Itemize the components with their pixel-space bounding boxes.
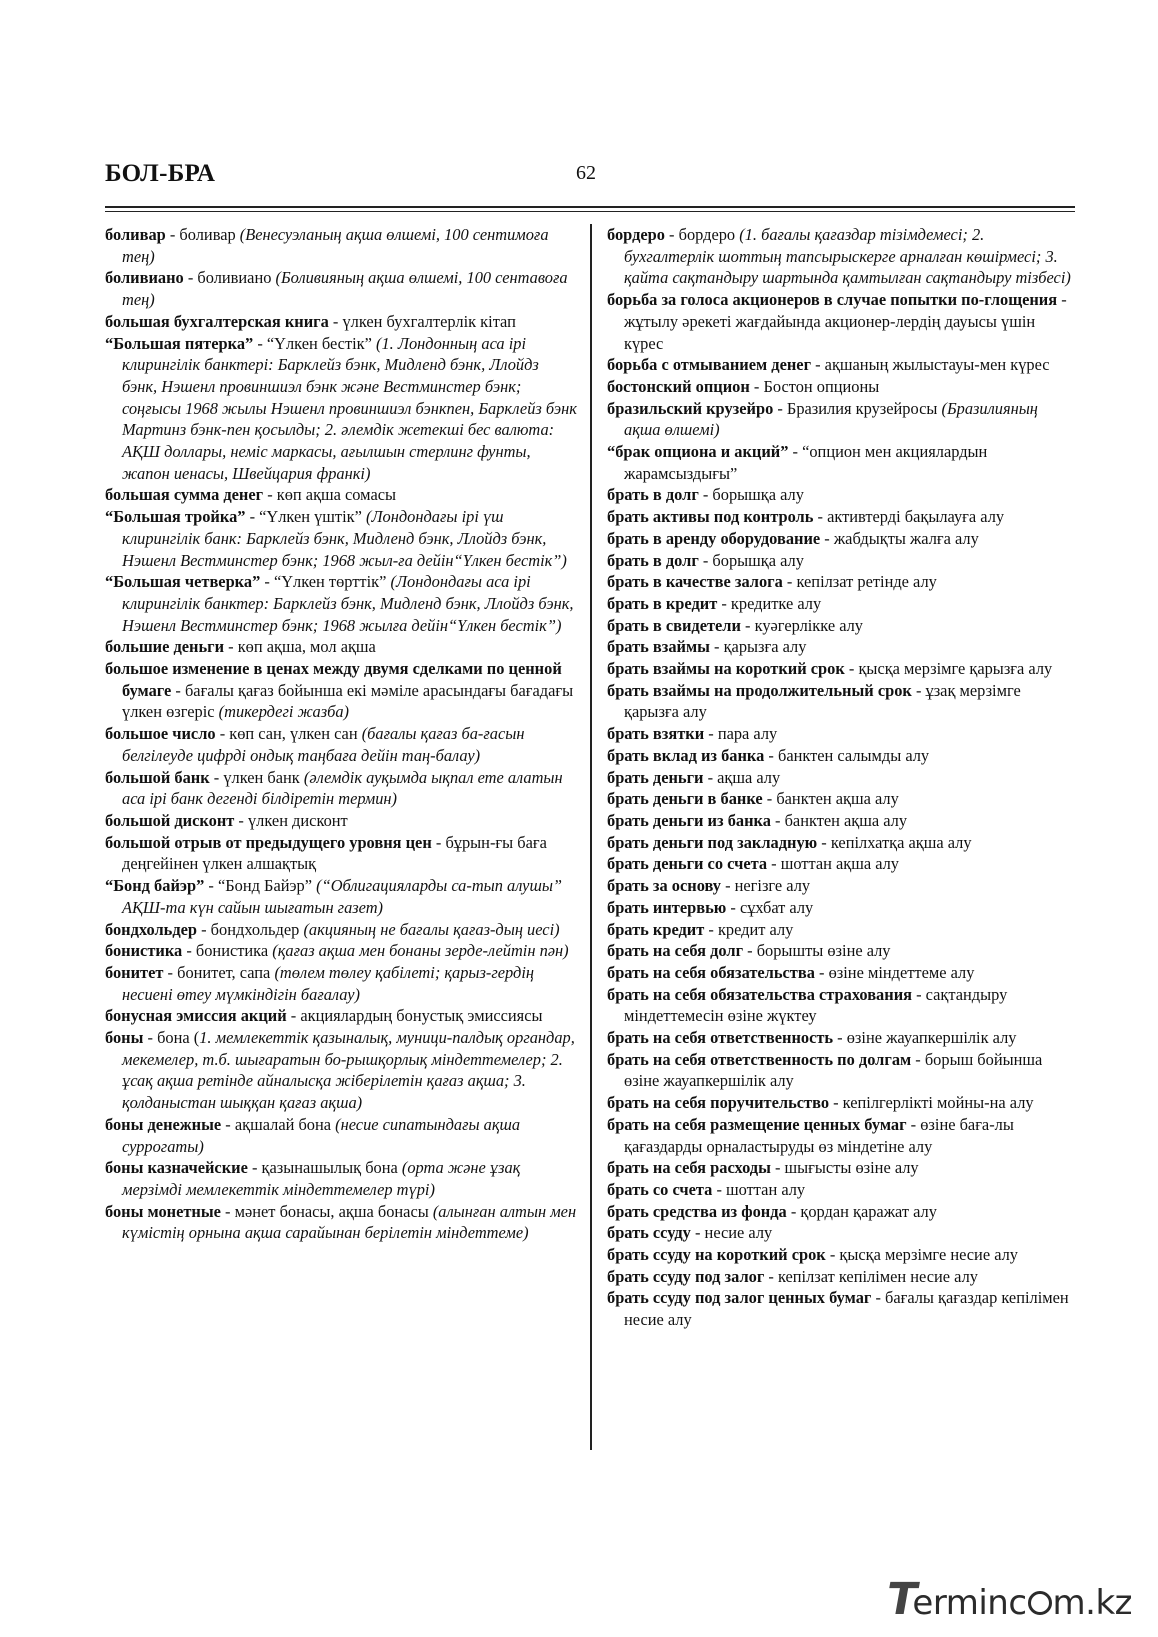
entry-term: брать ссуду на короткий срок [607,1245,826,1265]
dictionary-entry: брать активы под контроль - активтерді бақылауға алу [607,507,1005,527]
entry-term: брать ссуду [607,1223,691,1243]
dictionary-entry: брать взятки - пара алу [607,724,778,744]
entry-term: брать на себя поручительство [607,1093,830,1113]
dictionary-entry: боливар - боливар (Венесуэланың ақша өлшемі, 100 сентимоға тең) [105,225,549,266]
dictionary-entry: боны - бона (1. мемлекеттік қазыналық, муници-палдық органдар, мекемелер, т.б. шығаратын бо-рышқорлық міндеттемелер; 2. ұсақ ақша ретінде айналысқа жіберілетін қағаз ақша; 3. қолданыстан шыққан қағаз ақша) [105,1028,575,1113]
entry-term: брать в долг [607,550,699,570]
dictionary-entry: брать деньги под закладную - кепілхатқа ақша алу [607,832,972,852]
entry-term: большое число [105,724,216,744]
entry-translation: Бостон опционы [763,376,880,396]
dictionary-entry: брать деньги со счета - шоттан ақша алу [607,854,899,874]
entry-translation: көп ақша сомасы [276,485,397,505]
entry-term: брать интервью [607,897,727,917]
entry-term: большое изменение в ценах между двумя сделками по ценной бумаге [105,659,562,700]
dictionary-entry: брать интервью - сұхбат алу [607,897,814,917]
dictionary-entry: большое изменение в ценах между двумя сделками по ценной бумаге - бағалы қағаз бойынша екі мәміле арасындағы бағадағы үлкен өзгеріс (тикердегі жазба) [105,659,574,722]
entry-translation: “Бонд Байэр” [217,876,313,896]
entry-translation: бұрын-ғы баға деңгейінен үлкен алшақтық [122,832,547,874]
entry-translation: акциялардың бонустық эмиссиясы [300,1006,543,1026]
entry-translation: шығысты өзіне алу [784,1158,919,1178]
entry-note: (Лондондағы ірі үш клирингілік банк: Барклейз бэнк, Мидленд бэнк, Ллойдз бэнк, Нэшенл Вестминстер бэнк; 1968 жыл-ға дейін“Үлкен бестік”) [122,507,567,570]
header-rule-thick [105,206,1075,208]
entry-note: (несие сипатындағы ақша суррогаты) [122,1114,521,1156]
entry-translation: ұзақ мерзімге қарызға алу [624,680,1021,722]
entry-term: большой банк [105,767,210,787]
entry-translation: боливар [179,225,236,244]
entry-term: брать взаймы [607,637,710,657]
dictionary-entry: бордеро - бордеро (1. бағалы қағаздар тізімдемесі; 2. бухгалтерлік шоттың тапсырыскерге арналған көшірмесі; 3. қайта сақтандыру шартында қамтылған сақтандыру тізбесі) [607,225,1071,288]
entry-translation: кепілгерлікті мойны-на алу [842,1093,1034,1113]
entry-term: брать на себя обязательства страхования [607,984,913,1004]
entry-translation: ақша алу [717,767,781,787]
entry-note: (әлемдік ауқымда ықпал ете алатын аса ірі банк дегенді білдіретін термин) [122,767,563,809]
dictionary-entry: боны денежные - ақшалай бона (несие сипатындағы ақша суррогаты) [105,1114,521,1156]
entry-note: (акцияның не бағалы қағаз-дың иесі) [303,919,560,939]
entry-term: большая бухгалтерская книга [105,311,329,331]
entry-term: “брак опциона и акций” [607,442,789,462]
entry-term: брать кредит [607,919,705,939]
dictionary-entry: “Бонд байэр” - “Бонд Байэр” (“Облигацияларды са-тып алушы” АҚШ-та күн сайын шығатын газет) [105,876,563,917]
watermark-text-part2: m.kz [1052,1583,1132,1623]
entry-note: (бағалы қағаз ба-ғасын белгілеуде цифрді ондық таңбаға дейін таң-балау) [122,724,525,765]
dictionary-entry: большое число - көп сан, үлкен сан (бағалы қағаз ба-ғасын белгілеуде цифрді ондық таңбаға дейін таң-балау) [105,724,525,765]
entry-term: брать деньги под закладную [607,832,818,852]
dictionary-entry: брать на себя ответственность по долгам - борыш бойынша өзіне жауапкершілік алу [607,1049,1043,1091]
entry-term: брать ссуду под залог ценных бумаг [607,1288,872,1308]
dictionary-entry: брать средства из фонда - қордан қаражат алу [607,1201,937,1221]
header-rule-thin [105,211,1075,212]
page-number: 62 [576,162,596,184]
entry-translation: борышты өзіне алу [756,941,891,961]
dictionary-entry: брать в долг - борышқа алу [607,550,804,570]
entry-term: брать вклад из банка [607,745,765,765]
entry-translation: ақшалай бона [234,1114,332,1134]
dictionary-entry: брать кредит - кредит алу [607,919,794,939]
column-divider [590,224,592,1450]
entry-term: бонистика [105,941,183,961]
entry-translation: “Үлкен бестік” [266,333,372,353]
dictionary-entry: боны монетные - мәнет бонасы, ақша бонасы (алынған алтын мен күмістің орнына ақша сарайынан берілетін міндеттеме) [105,1201,577,1243]
entry-term: бразильский крузейро [607,398,774,418]
entry-translation: қысқа мерзімге несие алу [839,1245,1018,1265]
dictionary-entry: брать взаймы на продолжительный срок - ұзақ мерзімге қарызға алу [607,680,1021,722]
entry-term: брать взаймы на короткий срок [607,659,845,679]
entry-translation: бағалы қағаздар кепілімен несие алу [624,1288,1069,1330]
dictionary-entry: брать на себя обязательства страхования - сақтандыру міндеттемесін өзіне жүктеу [607,984,1008,1026]
dictionary-entry: брать на себя размещение ценных бумаг - өзіне баға-лы қағаздарды орналастыруды өз міндетіне алу [607,1114,1014,1156]
entry-term: брать активы под контроль [607,507,814,527]
entry-term: боливар [105,225,166,244]
entry-note: (қағаз ақша мен бонаны зерде-лейтін пән) [272,941,569,961]
entry-term: большой отрыв от предыдущего уровня цен [105,832,432,852]
site-watermark [882,1574,1132,1625]
entry-translation: негізге алу [734,876,811,896]
dictionary-entry: брать взаймы - қарызға алу [607,637,807,657]
dictionary-entry: борьба с отмыванием денег - ақшаның жылыстауы-мен күрес [607,355,1050,375]
watermark-text-part1: erminc [912,1583,1027,1623]
dictionary-entry: бонитет - бонитет, сапа (төлем төлеу қабілеті; қарыз-гердің несиені өтеу мүмкіндігін бағалау) [105,962,535,1004]
entry-term: “Бонд байэр” [105,876,205,896]
dictionary-entry: брать вклад из банка - банктен салымды алу [607,745,930,765]
right-column [607,224,1075,1331]
dictionary-entry: бонусная эмиссия акций - акциялардың бонустық эмиссиясы [105,1006,543,1026]
entry-term: брать взаймы на продолжительный срок [607,680,912,700]
entry-term: брать за основу [607,876,721,896]
dictionary-entry: боливиано - боливиано (Боливияның ақша өлшемі, 100 сентавоға тең) [105,268,568,310]
dictionary-entry: “Большая тройка” - “Үлкен үштік” (Лондондағы ірі үш клирингілік банк: Барклейз бэнк, Мидленд бэнк, Ллойдз бэнк, Нэшенл Вестминстер бэнк; 1968 жыл-ға дейін“Үлкен бестік”) [105,507,567,570]
entry-translation: кепілхатқа ақша алу [830,832,972,852]
entry-term: брать на себя ответственность по долгам [607,1049,912,1069]
entry-note: (1. Лондонның аса ірі клирингілік банктері: Барклейз бэнк, Мидленд бэнк, Ллойдз бэнк, Нэшенл провиншиэл бэнк және Вестминстер бэнк; соңғысы 1968 жылы Нэшенл провиншиэл бэнкпен, Барклейз бэнк Мартинз бэнк-пен қосылды; 2. әлемдік жетекші бес валюта: АҚШ доллары, неміс маркасы, ағылшын стерлинг фунты, жапон иенасы, Швейцария франкі) [122,333,577,483]
entry-translation: “Үлкен төрттік” [273,572,387,592]
entry-note: (төлем төлеу қабілеті; қарыз-гердің несиені өтеу мүмкіндігін бағалау) [122,962,535,1004]
entry-term: брать в качестве залога [607,572,783,592]
watermark-first-letter: T [882,1574,921,1625]
entry-note: (“Облигацияларды са-тып алушы” АҚШ-та күн сайын шығатын газет) [122,876,563,917]
entry-translation: борыш бойынша өзіне жауапкершілік алу [624,1049,1043,1091]
dictionary-entry: брать ссуду - несие алу [607,1223,773,1243]
entry-note: (Венесуэланың ақша өлшемі, 100 сентимоға тең) [122,225,549,266]
dictionary-entry: большой дисконт - үлкен дисконт [105,810,348,830]
dictionary-entry: бостонский опцион - Бостон опционы [607,376,880,396]
watermark-circle-icon [1028,1591,1052,1615]
entry-translation: боливиано [197,268,272,288]
dictionary-entry: брать на себя ответственность - өзіне жауапкершілік алу [607,1028,1017,1048]
dictionary-entry: брать на себя долг - борышты өзіне алу [607,941,891,961]
entry-translation: пара алу [717,724,778,744]
entry-translation: банктен салымды алу [777,745,930,765]
entry-translation: жабдықты жалға алу [833,528,979,548]
entry-translation: Бразилия крузейросы [786,398,938,418]
entry-term: “Большая пятерка” [105,333,254,353]
entry-translation: “Үлкен үштік” [259,507,362,527]
entry-translation: қысқа мерзімге қарызға алу [858,659,1053,679]
entry-translation: кредитке алу [730,593,822,613]
entry-term: брать на себя обязательства [607,962,815,982]
entry-translation: несие алу [704,1223,773,1243]
entry-term: брать в долг [607,485,699,505]
dictionary-entry: большая сумма денег - көп ақша сомасы [105,485,397,505]
entry-translation: шоттан алу [726,1179,806,1199]
entry-term: брать деньги из банка [607,810,771,830]
dictionary-entry: брать на себя обязательства - өзіне міндеттеме алу [607,962,975,982]
entry-translation: борышқа алу [712,485,804,505]
entry-term: “Большая четверка” [105,572,261,592]
dictionary-entry: брать в долг - борышқа алу [607,485,804,505]
entry-term: боны казначейские [105,1158,248,1178]
entry-translation: куәгерлікке алу [754,615,863,635]
dictionary-entry: брать на себя поручительство - кепілгерлікті мойны-на алу [607,1093,1034,1113]
entry-translation: қордан қаражат алу [800,1201,937,1221]
entry-translation: бордеро [678,225,736,244]
entry-term: большой дисконт [105,810,235,830]
entry-term: брать деньги [607,767,704,787]
entry-note: (тикердегі жазба) [218,702,350,722]
entry-translation: кредит алу [717,919,794,939]
entry-translation: банктен ақша алу [784,810,908,830]
dictionary-entry: большая бухгалтерская книга - үлкен бухгалтерлік кітап [105,311,516,331]
dictionary-entry: бондхольдер - бондхольдер (акцияның не бағалы қағаз-дың иесі) [105,919,560,939]
entry-translation: сұхбат алу [739,897,814,917]
entry-term: большие деньги [105,637,225,657]
entry-translation: көп сан, үлкен сан [229,724,358,744]
entry-term: боны [105,1028,144,1048]
entry-note: (Бразилияның ақша өлшемі) [624,398,1038,440]
entry-term: боны денежные [105,1114,222,1134]
dictionary-entry: брать со счета - шоттан алу [607,1179,806,1199]
entry-translation: “опцион мен акциялардын жарамсыздығы” [624,442,988,483]
entry-term: бонусная эмиссия акций [105,1006,287,1026]
entry-note: (Боливияның ақша өлшемі, 100 сентавоға тең) [122,268,568,310]
dictionary-entry: “Большая четверка” - “Үлкен төрттік” (Лондондағы аса ірі клирингілік банктер: Барклейз бэнк, Мидленд бэнк, Ллойдз бэнк, Нэшенл Вестминстер бэнк; 1968 жылға дейін“Үлкен бестік”) [105,572,574,635]
dictionary-entry: брать на себя расходы - шығысты өзіне алу [607,1158,919,1178]
entry-term: брать взятки [607,724,705,744]
entry-note: (1. бағалы қағаздар тізімдемесі; 2. бухгалтерлік шоттың тапсырыскерге арналған көшірмесі; 3. қайта сақтандыру шартында қамтылған сақтандыру тізбесі) [624,225,1071,288]
entry-translation: қарызға алу [723,637,807,657]
entry-translation: бонистика [195,941,269,961]
entry-term: брать на себя долг [607,941,744,961]
entry-term: “Большая тройка” [105,507,246,527]
dictionary-entry: брать ссуду под залог ценных бумаг - бағалы қағаздар кепілімен несие алу [607,1288,1069,1330]
entry-term: брать в свидетели [607,615,741,635]
dictionary-entry: “Большая пятерка” - “Үлкен бестік” (1. Лондонның аса ірі клирингілік банктері: Барклейз бэнк, Мидленд бэнк, Ллойдз бэнк, Нэшенл провиншиэл бэнк және Вестминстер бэнк; соңғысы 1968 жылы Нэшенл провиншиэл бэнкпен, Барклейз бэнк Мартинз бэнк-пен қосылды; 2. әлемдік жетекші бес валюта: АҚШ доллары, неміс маркасы, ағылшын стерлинг фунты, жапон иенасы, Швейцария франкі) [105,333,577,483]
dictionary-entry: боны казначейские - қазынашылық бона (орта және ұзақ мерзімді мемлекеттік міндеттемелер түрі) [105,1158,521,1199]
entry-translation: мәнет бонасы, ақша бонасы [234,1201,429,1221]
entry-term: брать деньги в банке [607,789,763,809]
dictionary-entry: брать деньги в банке - банктен ақша алу [607,789,899,809]
entry-term: брать в аренду оборудование [607,528,821,548]
entry-translation: үлкен бухгалтерлік кітап [342,311,516,331]
entry-term: борьба за голоса акционеров в случае попытки по-глощения [607,290,1058,310]
entry-translation: сақтандыру міндеттемесін өзіне жүктеу [624,984,1008,1026]
entry-term: брать в кредит [607,593,718,613]
entry-term: брать ссуду под залог [607,1266,765,1286]
entry-term: брать со счета [607,1179,713,1199]
entry-translation: өзіне баға-лы қағаздарды орналастыруды өз міндетіне алу [624,1114,1014,1156]
entry-translation: көп ақша, мол ақша [237,637,376,657]
entry-term: брать на себя ответственность [607,1028,834,1048]
entry-translation: ақшаның жылыстауы-мен күрес [824,355,1050,375]
dictionary-entry: брать в свидетели - куәгерлікке алу [607,615,863,635]
entry-note: (Лондондағы аса ірі клирингілік банктер: Барклейз бэнк, Мидленд бэнк, Ллойдз бэнк, Нэшенл Вестминстер бэнк; 1968 жылға дейін“Үлкен бестік”) [122,572,574,635]
entry-note: 1. мемлекеттік қазыналық, муници-палдық органдар, мекемелер, т.б. шығаратын бо-рышқорлық міндеттемелер; 2. ұсақ ақша ретінде айналысқа жіберілетін қағаз ақша; 3. қолданыстан шыққан қағаз ақша) [122,1028,575,1113]
entry-term: брать на себя размещение ценных бумаг [607,1114,907,1134]
entry-translation: бонитет, сапа [177,962,271,982]
entry-translation: жұтылу әрекеті жағдайында акционер-лердің дауысы үшін күрес [624,311,1036,353]
dictionary-entry: брать деньги - ақша алу [607,767,781,787]
entry-translation: өзіне міндеттеме алу [828,962,975,982]
dictionary-entry: “брак опциона и акций” - “опцион мен акциялардын жарамсыздығы” [607,442,988,483]
dictionary-entry: большой отрыв от предыдущего уровня цен - бұрын-ғы баға деңгейінен үлкен алшақтық [105,832,547,874]
dictionary-entry: брать в качестве залога - кепілзат ретінде алу [607,572,937,592]
entry-translation: шоттан ақша алу [780,854,899,874]
entry-translation: бағалы қағаз бойынша екі мәміле арасындағы бағадағы үлкен өзгеріс [122,680,574,722]
dictionary-entry: брать за основу - негізге алу [607,876,811,896]
entry-term: большая сумма денег [105,485,264,505]
entry-term: бондхольдер [105,919,198,939]
entry-term: бостонский опцион [607,376,750,396]
entry-translation: бондхольдер [210,919,300,939]
dictionary-entry: большой банк - үлкен банк (әлемдік ауқымда ықпал ете алатын аса ірі банк дегенді білдіретін термин) [105,767,563,809]
dictionary-entry: большие деньги - көп ақша, мол ақша [105,637,376,657]
entry-note: (орта және ұзақ мерзімді мемлекеттік міндеттемелер түрі) [122,1158,521,1199]
entry-translation: активтерді бақылауға алу [827,507,1005,527]
page-header-title: БОЛ-БРА [105,160,216,187]
dictionary-entry: брать в аренду оборудование - жабдықты жалға алу [607,528,979,548]
entry-translation: үлкен банк [223,767,300,787]
entry-translation: бона ( [157,1028,200,1048]
entry-term: брать на себя расходы [607,1158,771,1178]
entry-translation: кепілзат ретінде алу [796,572,937,592]
dictionary-entry: брать деньги из банка - банктен ақша алу [607,810,908,830]
left-column [105,224,577,1244]
entry-translation: банктен ақша алу [776,789,899,809]
entry-translation: үлкен дисконт [247,810,348,830]
dictionary-entry: бразильский крузейро - Бразилия крузейросы (Бразилияның ақша өлшемі) [607,398,1038,440]
dictionary-entry: брать в кредит - кредитке алу [607,593,822,613]
entry-term: бонитет [105,962,164,982]
entry-translation: борышқа алу [712,550,804,570]
entry-translation: өзіне жауапкершілік алу [846,1028,1017,1048]
dictionary-entry: бонистика - бонистика (қағаз ақша мен бонаны зерде-лейтін пән) [105,941,569,961]
dictionary-entry: брать взаймы на короткий срок - қысқа мерзімге қарызға алу [607,659,1053,679]
entry-translation: қазынашылық бона [261,1158,398,1178]
entry-term: брать деньги со счета [607,854,768,874]
entry-term: бордеро [607,225,665,244]
dictionary-entry: борьба за голоса акционеров в случае попытки по-глощения - жұтылу әрекеті жағдайында акционер-лердің дауысы үшін күрес [607,290,1067,353]
dictionary-entry: брать ссуду на короткий срок - қысқа мерзімге несие алу [607,1245,1018,1265]
entry-term: боны монетные [105,1201,221,1221]
entry-term: боливиано [105,268,184,288]
dictionary-entry: брать ссуду под залог - кепілзат кепілімен несие алу [607,1266,978,1286]
entry-note: (алынған алтын мен күмістің орнына ақша сарайынан берілетін міндеттеме) [122,1201,577,1243]
entry-translation: кепілзат кепілімен несие алу [777,1266,978,1286]
entry-term: брать средства из фонда [607,1201,787,1221]
entry-term: борьба с отмыванием денег [607,355,812,375]
